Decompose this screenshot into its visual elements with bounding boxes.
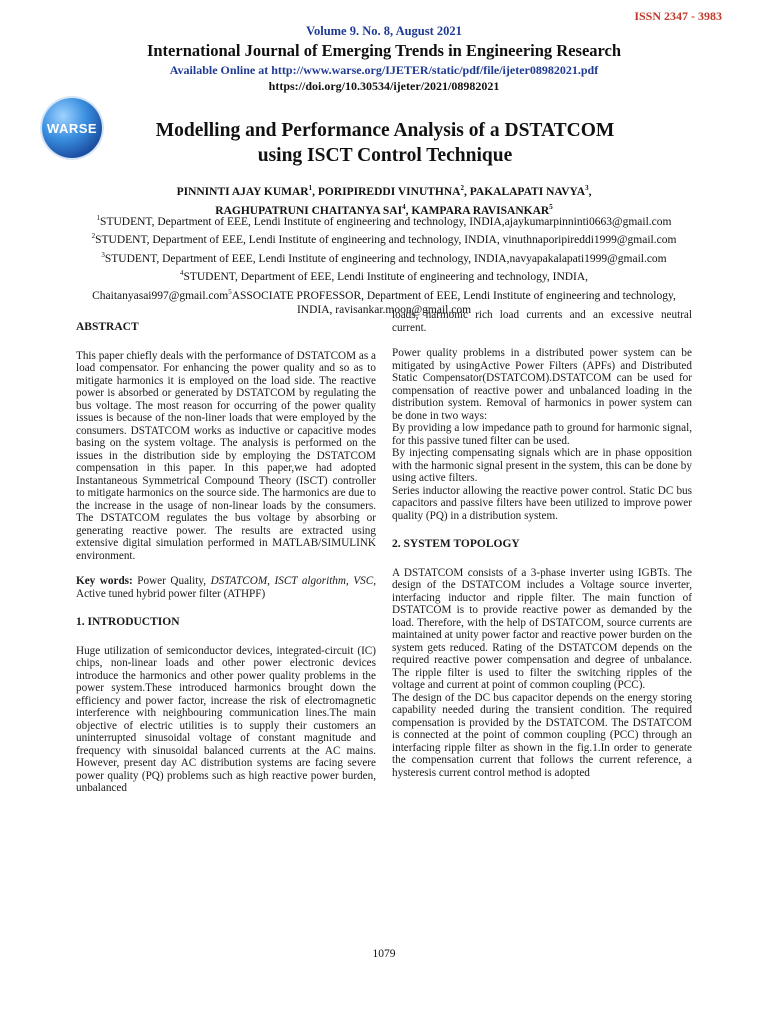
author-line-1 <box>0 181 768 200</box>
author-index: 4 <box>402 202 406 211</box>
keywords-italic: DSTATCOM, ISCT algorithm, VSC, <box>210 575 376 587</box>
warse-logo <box>42 98 102 158</box>
author-name: PINNINTI AJAY KUMAR <box>176 185 309 198</box>
title-line-1: Modelling and Performance Analysis of a DSTATCOM <box>155 120 615 141</box>
affiliation-index: 2 <box>91 232 96 241</box>
volume-line: Volume 9. No. 8, August 2021 <box>306 24 462 38</box>
affiliation-line <box>0 229 768 247</box>
paragraph: By injecting compensating signals which are in phase opposition with the harmonic signal present in the system, this can be done by using active filters. <box>392 447 692 484</box>
affiliation-line <box>0 248 768 266</box>
affiliation-index: 4 <box>179 269 184 278</box>
author-name: RAGHUPATRUNI CHAITANYA SAI <box>215 204 403 217</box>
introduction-text: Huge utilization of semiconductor devices, integrated-circuit (IC) chips, non-linear loads and other power electronic devices introduce the harmonics and other power quality problems in the power system.These introduced harmonics brought down the efficiency and power factor, increase the risk of electromagnetic interference with neighbouring communication lines.The main objective of electric utilities is to supply their customers an uninterrupted sinusoidal voltage of constant magnitude and frequency with sinusoidal balanced currents at the AC mains. However, present day AC distribution systems are facing severe power quality (PQ) problems such as high reactive power burden, unbalanced <box>76 644 376 794</box>
right-column <box>392 309 692 779</box>
affiliation-line <box>0 285 768 303</box>
abstract-heading: ABSTRACT <box>76 321 139 333</box>
journal-header <box>0 24 768 94</box>
keywords-text: Active tuned hybrid power filter (ATHPF) <box>76 587 266 600</box>
affiliation-index: 1 <box>96 214 101 222</box>
author-name: , PORIPIREDDI VINUTHNA <box>312 185 461 198</box>
affiliation-line <box>0 266 768 284</box>
keywords-text: Power Quality, <box>132 575 211 587</box>
author-index: 3 <box>585 184 589 192</box>
affiliation-line <box>0 211 768 229</box>
paper-title <box>110 118 660 168</box>
journal-name: International Journal of Emerging Trends in Engineering Research <box>146 41 622 60</box>
introduction-heading: 1. INTRODUCTION <box>76 616 180 628</box>
keywords <box>76 575 376 600</box>
affiliation-index: 3 <box>101 250 105 259</box>
author-index: 1 <box>308 184 313 192</box>
author-separator: , <box>588 185 592 198</box>
paragraph: Series inductor allowing the reactive power control. Static DC bus capacitors and passive filters have been utilized to improve power quality (PQ) in a distribution system. <box>392 484 692 522</box>
doi-link[interactable]: https://doi.org/10.30534/ijeter/2021/08982021 <box>268 79 500 93</box>
affiliation-email: Chaitanyasai997@gmail.com <box>92 289 229 302</box>
warse-logo-text: WARSE <box>46 120 98 136</box>
author-name: , KAMPARA RAVISANKAR <box>405 204 550 217</box>
affiliation-text: STUDENT, Department of EEE, Lendi Institute of engineering and technology, INDIA,navyapakalapati1999@gmail.com <box>104 252 667 265</box>
available-online-link[interactable]: Available Online at http://www.warse.org/IJETER/static/pdf/file/ijeter08982021.pdf <box>169 63 599 77</box>
issn-label: ISSN 2347 - 3983 <box>634 9 722 23</box>
page-number: 1079 <box>372 948 396 960</box>
affiliation-text: STUDENT, Department of EEE, Lendi Institute of engineering and technology, INDIA, <box>183 271 589 284</box>
affiliations <box>0 211 768 318</box>
author-name: , PAKALAPATI NAVYA <box>463 185 586 198</box>
affiliation-text: ASSOCIATE PROFESSOR, Department of EEE, Lendi Institute of engineering and technology, <box>231 289 676 302</box>
continued-text: loads, harmonic rich load currents and an excessive neutral current. <box>392 309 692 334</box>
affiliation-text: STUDENT, Department of EEE, Lendi Institute of engineering and technology, INDIA, vinuthnaporipireddi1999@gmail.com <box>95 234 677 247</box>
author-index: 5 <box>549 202 553 211</box>
paragraph: Power quality problems in a distributed power system can be mitigated by usingActive Power Filters (APFs) and Distributed Static Compensator(DSTATCOM).DSTATCOM can be used for compensation of reactive power and unbalanced loading in the distribution system. Removal of harmonics in power system can be done in two ways: <box>392 347 692 422</box>
paragraph: A DSTATCOM consists of a 3-phase inverter using IGBTs. The design of the DSTATCOM includes a Voltage source inverter, interfacing inductor and ripple filter. The main function of DSTATCOM is to provide reactive power as demanded by the load. Therefore, with the help of DSTATCOM, source currents are maintained at unity power factor and reactive power burden on the system gets reduced. Rating of the DSTATCOM depends on the required reactive power compensation and degree of unbalance. The ripple filter is used to filter the switching ripples of the voltage and current at point of common coupling (PCC). <box>392 566 692 691</box>
title-line-2: using ISCT Control Technique <box>257 145 513 166</box>
paragraph: The design of the DC bus capacitor depends on the energy storing capability needed during the transient condition. The required compensation is provided by the DSTATCOM. The DSTATCOM is connected at the point of common coupling (PCC) through an interfacing ripple filter as shown in the fig.1.In order to generate the compensation current that follows the current reference, a hysteresis current control method is adopted <box>392 691 692 779</box>
affiliation-text: STUDENT, Department of EEE, Lendi Institute of engineering and technology, INDIA,ajaykumarpinninti0663@gmail.com <box>100 215 672 228</box>
abstract-text: This paper chiefly deals with the performance of DSTATCOM as a load compensator. For enhancing the power quality and so as to mitigate harmonics it is employed on the load side. The reactive power is absorbed or generated by DSTATCOM by regulating the bus voltage. The most reason for occurring of the power quality issues is because of the non-liner loads that were employed by the consumers. DSTATCOM works as inductive or capacitive modes basing on the system voltage. The analysis is performed on the issues in the distribution side by employing the DSTATCOM compensation in this paper. In this paper,we had adopted Instantaneous Symmetrical Compound Theory (ISCT) controller to mitigate harmonics on the source side. The harmonics are due to the increase in the usage of non-linear loads by the consumers. The DSTATCOM regulates the bus voltage by absorbing or generating reactive power. The results are extracted using extensive digital simulation performed in MATLAB/SIMULINK environment. <box>76 349 376 562</box>
keywords-label: Key words: <box>76 575 133 587</box>
affiliation-index: 5 <box>228 287 232 296</box>
affiliation-line: INDIA, ravisankar.moon@gmail.com <box>296 304 472 317</box>
author-index: 2 <box>460 184 464 192</box>
left-column <box>76 312 376 795</box>
paragraph: By providing a low impedance path to ground for harmonic signal, for this passive tuned filter can be used. <box>392 422 692 447</box>
system-topology-heading: 2. SYSTEM TOPOLOGY <box>392 538 520 550</box>
